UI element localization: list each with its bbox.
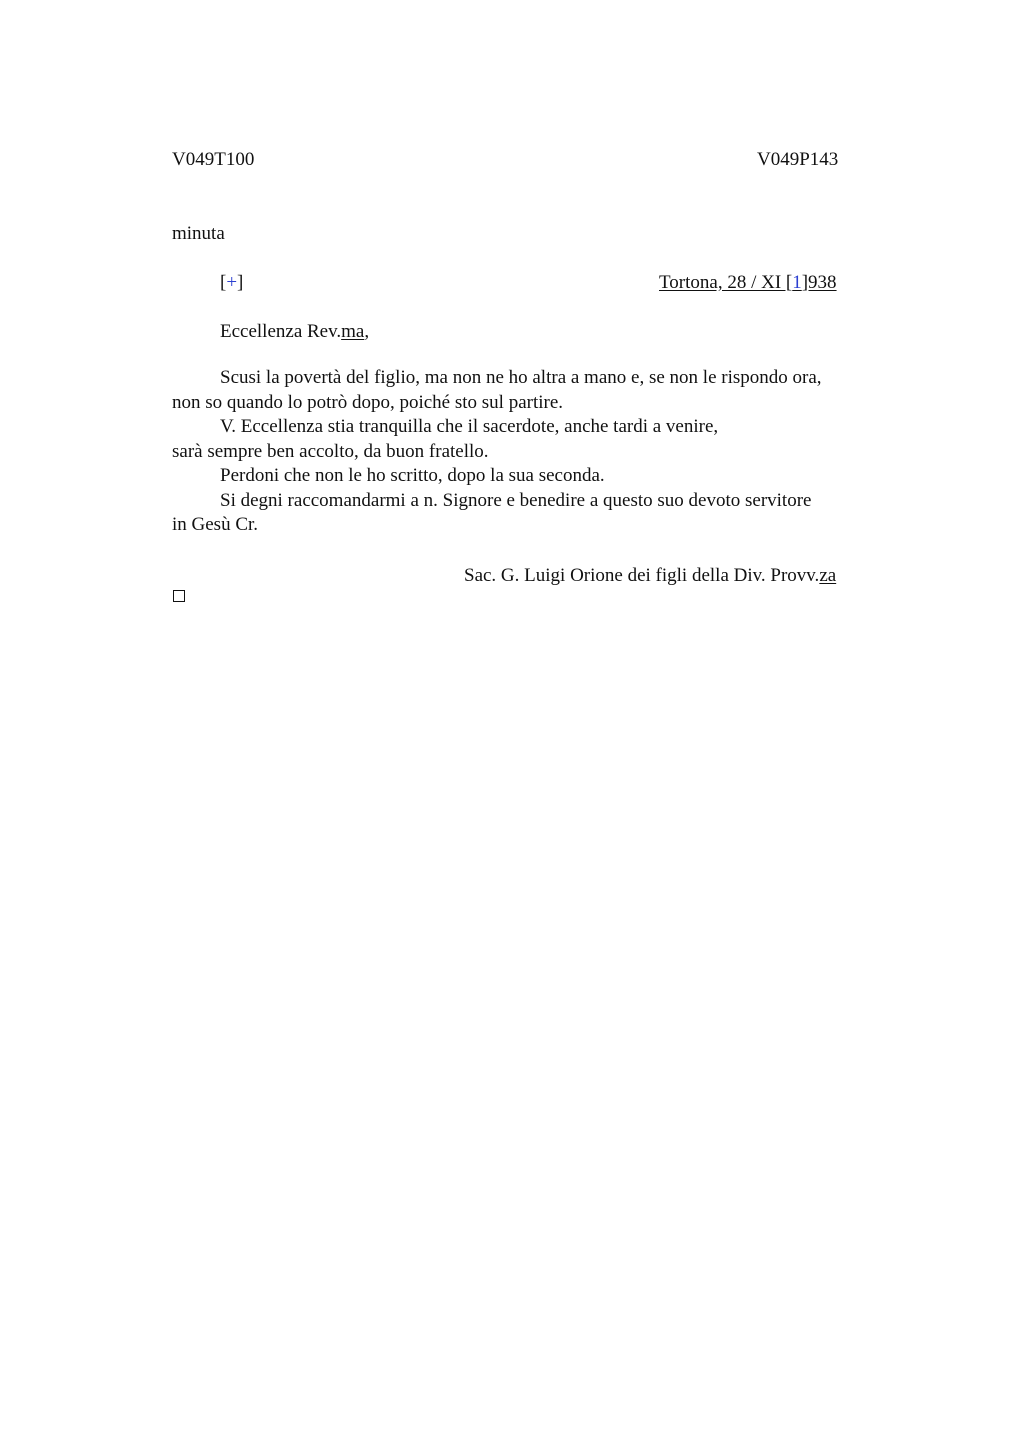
signature-text: Sac. G. Luigi Orione dei figli della Div. Provv. — [464, 565, 820, 586]
salutation-abbrev: ma — [341, 321, 365, 342]
body-line: Scusi la povertà del figlio, ma non ne ho altra a mano e, se non le rispondo ora, — [220, 367, 822, 388]
year-suffix: ]938 — [801, 272, 837, 293]
signature-abbrev: za — [819, 565, 837, 586]
place-date: Tortona, 28 / XI [ — [659, 272, 793, 293]
letter-body — [172, 366, 882, 538]
cross-insert: + — [226, 272, 238, 293]
body-line: non so quando lo potrò dopo, poiché sto sul partire. — [172, 391, 564, 413]
square-outline-icon — [173, 590, 185, 602]
dateline — [659, 273, 837, 292]
year-digit-insert: 1 — [792, 272, 802, 293]
bracket-close: ] — [237, 272, 244, 293]
body-line: in Gesù Cr. — [172, 514, 259, 535]
document-label: minuta — [172, 223, 225, 244]
cross-mark — [220, 273, 243, 292]
salutation — [220, 322, 369, 341]
body-line: Perdoni che non le ho scritto, dopo la sua seconda. — [220, 465, 605, 486]
signature — [464, 566, 836, 585]
salutation-text: Eccellenza Rev. — [220, 321, 342, 342]
header-right-code: V049P143 — [757, 149, 839, 170]
bracket-open: [ — [220, 272, 227, 293]
body-line: sarà sempre ben accolto, da buon fratello. — [172, 440, 489, 462]
salutation-comma: , — [364, 321, 370, 342]
header-left-code: V049T100 — [172, 149, 255, 170]
body-line: Si degni raccomandarmi a n. Signore e benedire a questo suo devoto servitore — [220, 489, 812, 511]
body-line: V. Eccellenza stia tranquilla che il sacerdote, anche tardi a venire, — [220, 416, 719, 437]
